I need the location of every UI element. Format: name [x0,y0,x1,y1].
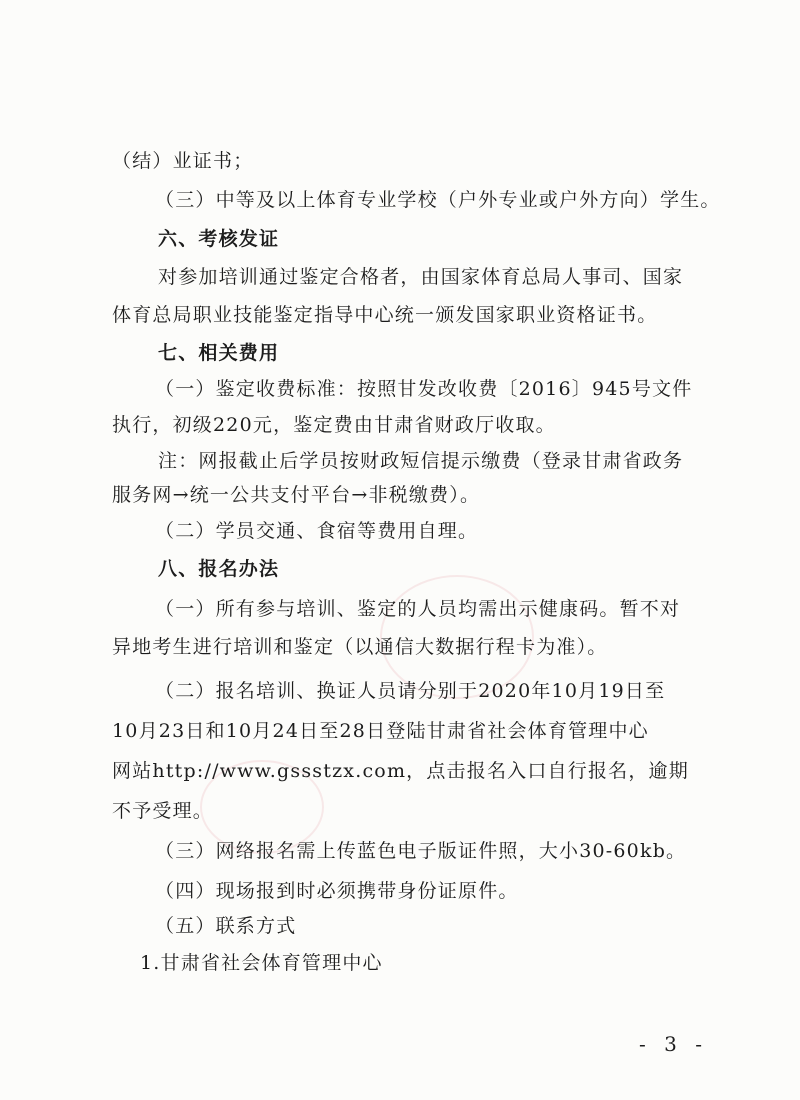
text-line-20: （四）现场报到时必须携带身份证原件。 [155,880,519,902]
text-line-8: 执行，初级220元，鉴定费由甘肃省财政厅收取。 [112,414,556,436]
page-number: - 3 - [639,1032,708,1056]
text-line-4: 对参加培训通过鉴定合格者，由国家体育总局人事司、国家 [158,266,684,288]
text-line-19: （三）网络报名需上传蓝色电子版证件照，大小30-60kb。 [155,840,687,862]
text-line-14: 异地考生进行培训和鉴定（以通信大数据行程卡为准）。 [112,636,608,658]
text-line-7: （一）鉴定收费标准：按照甘发改收费〔2016〕945号文件 [155,378,693,400]
section-heading-7: 七、相关费用 [158,342,280,364]
text-line-9: 注：网报截止后学员按财政短信提示缴费（登录甘肃省政务 [158,450,684,472]
text-line-5: 体育总局职业技能鉴定指导中心统一颁发国家职业资格证书。 [112,304,658,326]
text-line-15: （二）报名培训、换证人员请分别于2020年10月19日至 [155,680,666,702]
text-line-13: （一）所有参与培训、鉴定的人员均需出示健康码。暂不对 [155,598,681,620]
section-heading-8: 八、报名办法 [158,558,280,580]
section-heading-6: 六、考核发证 [158,228,280,250]
text-line-18: 不予受理。 [112,800,214,822]
text-line-1: （结）业证书； [112,150,254,172]
text-line-22: 1.甘肃省社会体育管理中心 [140,952,383,974]
text-line-17: 网站http://www.gssstzx.com，点击报名入口自行报名，逾期 [112,760,689,782]
text-line-2: （三）中等及以上体育专业学校（户外专业或户外方向）学生。 [155,189,721,211]
text-line-21: （五）联系方式 [155,915,297,937]
text-line-16: 10月23日和10月24日至28日登陆甘肃省社会体育管理中心 [112,720,649,742]
text-line-10: 服务网→统一公共支付平台→非税缴费）。 [112,484,481,506]
text-line-11: （二）学员交通、食宿等费用自理。 [155,520,479,542]
